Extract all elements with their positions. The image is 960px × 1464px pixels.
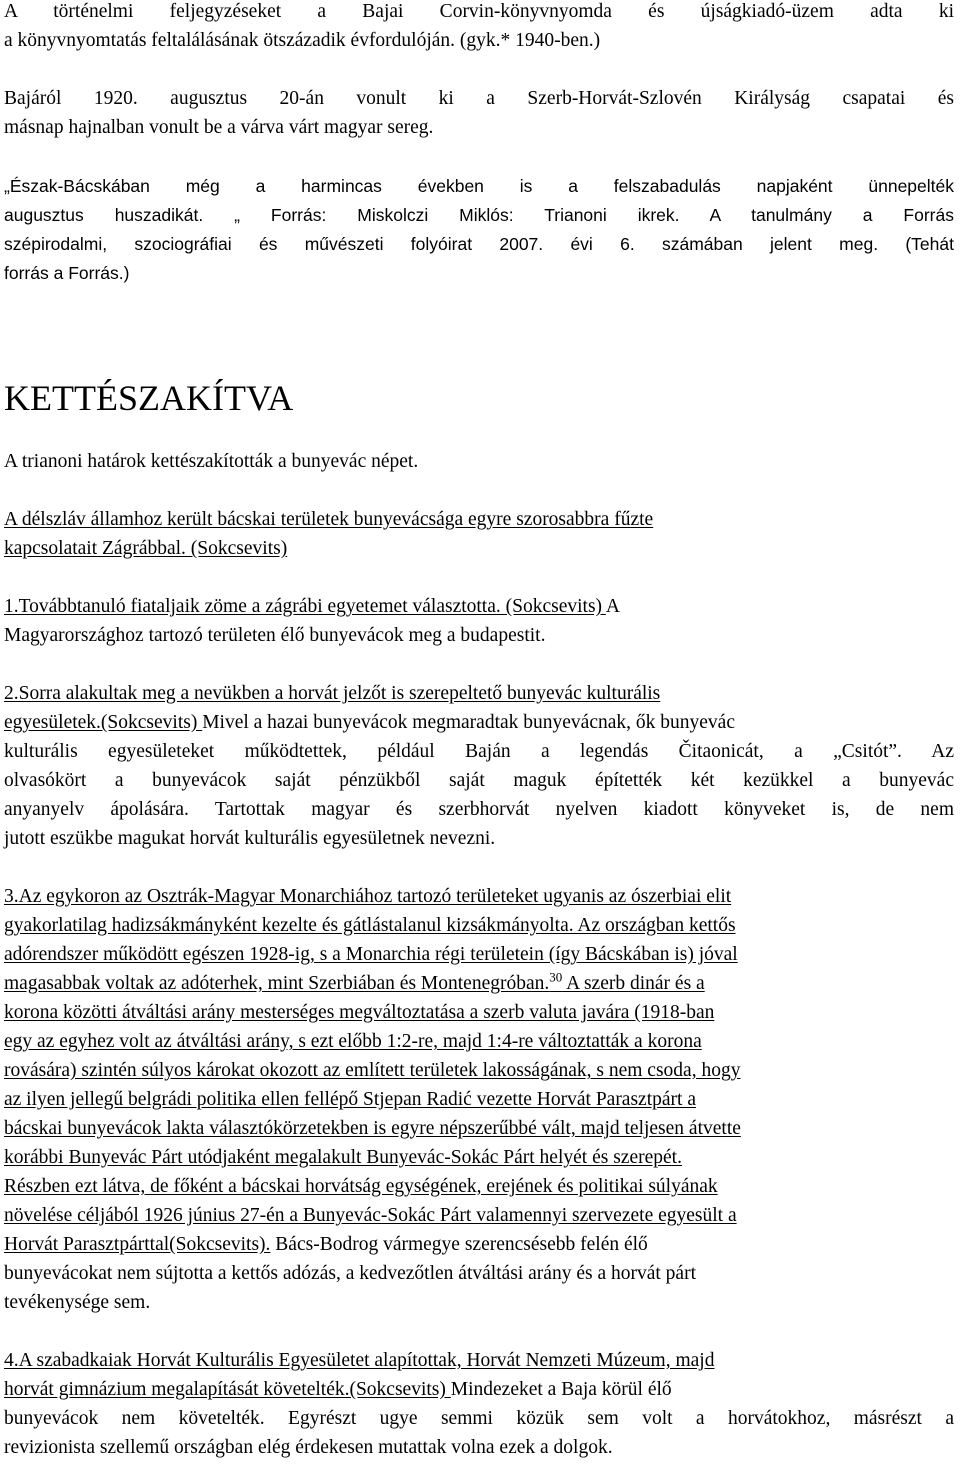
paragraph-5-line-3: kulturális egyesületeket működtettek, például Baján a legendás Čitaonicát, a „Csitót”. Az: [4, 741, 954, 762]
paragraph-4-rest: A: [605, 596, 620, 617]
paragraph-6-line-13: [4, 1233, 648, 1257]
paragraph-5-underlined: egyesületek.(Sokcsevits): [4, 712, 203, 733]
paragraph-6-line-14: bunyevácokat nem sújtotta a kettős adózás, a kedvezőtlen átváltási arány és a horvát párt: [4, 1263, 696, 1284]
paragraph-6-underlined: Horvát Parasztpárttal(Sokcsevits).: [4, 1234, 271, 1255]
paragraph-6-line-11: Részben ezt látva, de főként a bácskai horvátság egységének, erejének és politikai súlyának: [4, 1176, 718, 1197]
paragraph-6-line-10: korábbi Bunyevác Párt utódjaként megalakult Bunyevác-Sokác Párt helyét és szerepét.: [4, 1147, 682, 1168]
paragraph-6-line-2: gyakorlatilag hadizsákmányként kezelte és gátlástalanul kizsákmányolta. Az országban kettős: [4, 915, 736, 936]
paragraph-7-line-3: bunyevácok nem követelték. Egyrészt ugye semmi közük sem volt a horvátokhoz, másrészt a: [4, 1408, 954, 1429]
paragraph-7-underlined: horvát gimnázium megalapítását követelték.(Sokcsevits): [4, 1379, 451, 1400]
paragraph-2-line-3: szépirodalmi, szociográfiai és művészeti folyóirat 2007. évi 6. számában jelent meg. (Tehát: [4, 234, 954, 254]
paragraph-6-line-7: rovására) szintén súlyos károkat okozott az említett területek lakosságának, s nem csoda, hogy: [4, 1060, 741, 1081]
paragraph-6-line-1: 3.Az egykoron az Osztrák-Magyar Monarchiához tartozó területeket ugyanis az ószerbiai elit: [4, 886, 732, 907]
paragraph-1-line-2: másnap hajnalban vonult be a várva várt magyar sereg.: [4, 117, 434, 138]
paragraph-6-line-12: növelése céljából 1926 június 27-én a Bunyevác-Sokác Párt valamennyi szervezete egyesült a: [4, 1205, 737, 1226]
paragraph-5-line-1: 2.Sorra alakultak meg a nevükben a horvát jelzőt is szerepeltető bunyevác kulturális: [4, 683, 661, 704]
paragraph-6-line-9: bácskai bunyevácok lakta választókörzetekben is egyre népszerűbbé vált, majd teljesen átvette: [4, 1118, 741, 1139]
paragraph-6-line-4: [4, 969, 705, 996]
paragraph-7-line-2: [4, 1378, 672, 1402]
paragraph-5-line-5: anyanyelv ápolására. Tartottak magyar és szerbhorvát nyelven kiadott könyveket is, de nem: [4, 799, 954, 820]
paragraph-4-underlined: 1.Továbbtanuló fiataljaik zöme a zágrábi egyetemet választotta. (Sokcsevits): [4, 596, 606, 617]
paragraph-4-line-1: [4, 595, 620, 619]
paragraph-3-line-2: kapcsolatait Zágrábbal. (Sokcsevits): [4, 538, 288, 559]
paragraph-2-line-4: forrás a Forrás.): [4, 263, 130, 283]
paragraph-7-line-4: revizionista szellemű országban elég érdekesen mutattak volna ezek a dolgok.: [4, 1437, 613, 1458]
section-subtitle: A trianoni határok kettészakították a bunyevác népet.: [4, 451, 419, 472]
paragraph-6-line-5: korona közötti átváltási arány mesterséges megváltoztatása a szerb valuta javára (1918-ban: [4, 1002, 715, 1023]
paragraph-5-line-6: jutott eszükbe magukat horvát kulturális egyesületnek nevezni.: [4, 828, 496, 849]
paragraph-7-rest: Mindezeket a Baja körül élő: [450, 1379, 672, 1400]
paragraph-6-line-3: adórendszer működött egészen 1928-ig, s a Monarchia régi területein (így Bácskában is) jóval: [4, 944, 738, 965]
paragraph-6-line-6: egy az egyhez volt az átváltási arány, s ezt előbb 1:2-re, majd 1:4-re változtatták a korona: [4, 1031, 702, 1052]
paragraph-5-line-4: olvasókört a bunyevácok saját pénzükből saját maguk építették két kezükkel a bunyevác: [4, 770, 954, 791]
paragraph-6-line-4a: magasabbak voltak az adóterhek, mint Szerbiában és Montenegróban.: [4, 973, 550, 994]
paragraph-6-rest: Bács-Bodrog vármegye szerencsésebb felén élő: [270, 1234, 648, 1255]
intro-line-2: a könyvnyomtatás feltalálásának ötszázadik évfordulóján. (gyk.* 1940-ben.): [4, 30, 601, 51]
intro-line-1: A történelmi feljegyzéseket a Bajai Corvin-könyvnyomda és újságkiadó-üzem adta ki: [4, 1, 954, 22]
paragraph-3-line-1: A délszláv államhoz került bácskai területek bunyevácsága egyre szorosabbra fűzte: [4, 509, 654, 530]
paragraph-6-line-15: tevékenysége sem.: [4, 1292, 151, 1313]
footnote-marker: 30: [549, 969, 563, 985]
paragraph-4-line-2: Magyarországhoz tartozó területen élő bunyevácok meg a budapestit.: [4, 625, 546, 646]
paragraph-6-line-8: az ilyen jellegű belgrádi politika ellen fellépő Stjepan Radić vezette Horvát Parasztpárt a: [4, 1089, 696, 1110]
section-heading: KETTÉSZAKÍTVA: [4, 378, 294, 418]
paragraph-1-line-1: Bajáról 1920. augusztus 20-án vonult ki a Szerb-Horvát-Szlovén Királyság csapatai és: [4, 88, 954, 109]
paragraph-2-line-1: „Észak-Bácskában még a harmincas években is a felszabadulás napjaként ünnepelték: [4, 176, 954, 196]
paragraph-2-line-2: augusztus huszadikát. „ Forrás: Miskolczi Miklós: Trianoni ikrek. A tanulmány a Forrás: [4, 205, 954, 225]
paragraph-5-line-2: [4, 711, 735, 735]
paragraph-6-line-4b: A szerb dinár és a: [562, 973, 705, 994]
paragraph-5-rest: Mivel a hazai bunyevácok megmaradtak bunyevácnak, ők bunyevác: [202, 712, 735, 733]
paragraph-7-line-1: 4.A szabadkaiak Horvát Kulturális Egyesületet alapítottak, Horvát Nemzeti Múzeum, majd: [4, 1350, 715, 1371]
